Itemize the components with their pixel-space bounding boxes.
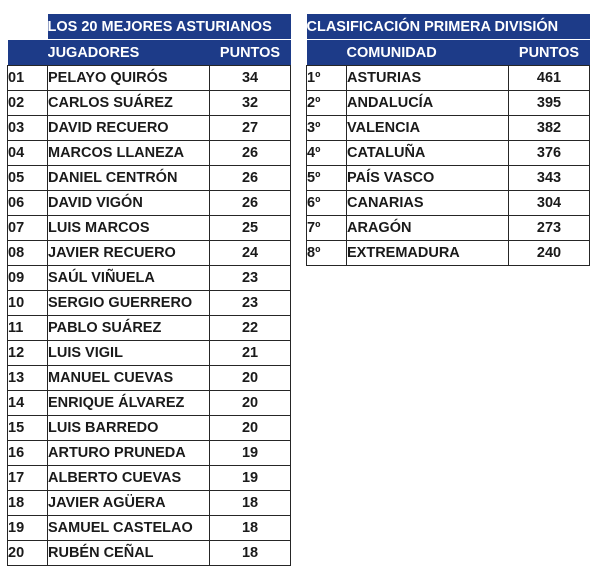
player-position-cell: 10 xyxy=(8,291,48,316)
player-row xyxy=(8,441,291,466)
region-points-cell: 376 xyxy=(509,141,590,166)
player-points-cell: 26 xyxy=(210,141,291,166)
player-points-cell: 19 xyxy=(210,441,291,466)
player-name-cell: LUIS MARCOS xyxy=(48,216,210,241)
player-name-cell: LUIS BARREDO xyxy=(48,416,210,441)
player-points-cell: 32 xyxy=(210,91,291,116)
region-position-cell: 3º xyxy=(307,116,347,141)
players-header-row xyxy=(8,40,291,66)
player-position-cell: 16 xyxy=(8,441,48,466)
player-name-cell: DAVID VIGÓN xyxy=(48,191,210,216)
player-name-cell: SERGIO GUERRERO xyxy=(48,291,210,316)
player-name-cell: DANIEL CENTRÓN xyxy=(48,166,210,191)
player-row xyxy=(8,266,291,291)
players-points-header: PUNTOS xyxy=(210,40,291,66)
player-position-cell: 19 xyxy=(8,516,48,541)
regions-title-row xyxy=(307,14,590,40)
player-name-cell: MANUEL CUEVAS xyxy=(48,366,210,391)
player-position-cell: 17 xyxy=(8,466,48,491)
player-position-cell: 14 xyxy=(8,391,48,416)
player-points-cell: 22 xyxy=(210,316,291,341)
region-row xyxy=(307,216,590,241)
player-row xyxy=(8,416,291,441)
player-points-cell: 20 xyxy=(210,416,291,441)
player-name-cell: LUIS VIGIL xyxy=(48,341,210,366)
region-name-cell: ASTURIAS xyxy=(347,66,509,91)
player-points-cell: 24 xyxy=(210,241,291,266)
player-row xyxy=(8,66,291,91)
region-row xyxy=(307,141,590,166)
player-position-cell: 03 xyxy=(8,116,48,141)
region-position-cell: 7º xyxy=(307,216,347,241)
players-ranking-table xyxy=(7,14,291,566)
region-position-cell: 2º xyxy=(307,91,347,116)
region-name-cell: VALENCIA xyxy=(347,116,509,141)
player-row xyxy=(8,116,291,141)
region-name-cell: EXTREMADURA xyxy=(347,241,509,266)
region-name-cell: PAÍS VASCO xyxy=(347,166,509,191)
region-row xyxy=(307,241,590,266)
player-row xyxy=(8,141,291,166)
player-name-cell: ALBERTO CUEVAS xyxy=(48,466,210,491)
player-name-cell: ARTURO PRUNEDA xyxy=(48,441,210,466)
region-name-cell: ANDALUCÍA xyxy=(347,91,509,116)
region-position-cell: 5º xyxy=(307,166,347,191)
region-position-cell: 8º xyxy=(307,241,347,266)
regions-points-header: PUNTOS xyxy=(509,40,590,66)
region-name-cell: ARAGÓN xyxy=(347,216,509,241)
region-row xyxy=(307,66,590,91)
player-name-cell: CARLOS SUÁREZ xyxy=(48,91,210,116)
players-table-title: LOS 20 MEJORES ASTURIANOS xyxy=(48,14,291,40)
player-position-cell: 04 xyxy=(8,141,48,166)
player-row xyxy=(8,491,291,516)
player-position-cell: 08 xyxy=(8,241,48,266)
player-position-cell: 18 xyxy=(8,491,48,516)
player-row xyxy=(8,391,291,416)
player-row xyxy=(8,191,291,216)
regions-header-row xyxy=(307,40,590,66)
player-position-cell: 20 xyxy=(8,541,48,566)
player-row xyxy=(8,366,291,391)
player-points-cell: 21 xyxy=(210,341,291,366)
region-points-cell: 304 xyxy=(509,191,590,216)
player-points-cell: 20 xyxy=(210,391,291,416)
player-name-cell: SAÚL VIÑUELA xyxy=(48,266,210,291)
player-name-cell: ENRIQUE ÁLVAREZ xyxy=(48,391,210,416)
players-pos-header xyxy=(8,40,48,66)
players-title-corner xyxy=(8,14,48,40)
player-position-cell: 09 xyxy=(8,266,48,291)
player-row xyxy=(8,91,291,116)
region-position-cell: 1º xyxy=(307,66,347,91)
player-name-cell: PELAYO QUIRÓS xyxy=(48,66,210,91)
player-row xyxy=(8,241,291,266)
player-name-cell: MARCOS LLANEZA xyxy=(48,141,210,166)
player-points-cell: 25 xyxy=(210,216,291,241)
player-name-cell: SAMUEL CASTELAO xyxy=(48,516,210,541)
player-position-cell: 02 xyxy=(8,91,48,116)
region-points-cell: 461 xyxy=(509,66,590,91)
player-row xyxy=(8,316,291,341)
player-points-cell: 18 xyxy=(210,516,291,541)
regions-ranking-table xyxy=(306,14,590,266)
player-name-cell: PABLO SUÁREZ xyxy=(48,316,210,341)
region-row xyxy=(307,91,590,116)
player-name-cell: DAVID RECUERO xyxy=(48,116,210,141)
region-name-cell: CATALUÑA xyxy=(347,141,509,166)
player-name-cell: JAVIER RECUERO xyxy=(48,241,210,266)
player-points-cell: 18 xyxy=(210,491,291,516)
players-name-header: JUGADORES xyxy=(48,40,210,66)
region-points-cell: 273 xyxy=(509,216,590,241)
regions-table-title: CLASIFICACIÓN PRIMERA DIVISIÓN xyxy=(307,14,590,40)
region-row xyxy=(307,116,590,141)
regions-pos-header xyxy=(307,40,347,66)
region-row xyxy=(307,191,590,216)
player-points-cell: 23 xyxy=(210,266,291,291)
player-name-cell: RUBÉN CEÑAL xyxy=(48,541,210,566)
player-points-cell: 34 xyxy=(210,66,291,91)
region-position-cell: 4º xyxy=(307,141,347,166)
player-points-cell: 23 xyxy=(210,291,291,316)
player-points-cell: 26 xyxy=(210,191,291,216)
player-points-cell: 27 xyxy=(210,116,291,141)
region-points-cell: 240 xyxy=(509,241,590,266)
regions-name-header: COMUNIDAD xyxy=(347,40,509,66)
player-row xyxy=(8,216,291,241)
player-row xyxy=(8,516,291,541)
player-row xyxy=(8,466,291,491)
player-position-cell: 06 xyxy=(8,191,48,216)
region-points-cell: 395 xyxy=(509,91,590,116)
region-name-cell: CANARIAS xyxy=(347,191,509,216)
player-row xyxy=(8,341,291,366)
players-title-row xyxy=(8,14,291,40)
player-points-cell: 20 xyxy=(210,366,291,391)
region-row xyxy=(307,166,590,191)
player-name-cell: JAVIER AGÜERA xyxy=(48,491,210,516)
player-position-cell: 05 xyxy=(8,166,48,191)
region-position-cell: 6º xyxy=(307,191,347,216)
player-position-cell: 13 xyxy=(8,366,48,391)
region-points-cell: 343 xyxy=(509,166,590,191)
player-position-cell: 12 xyxy=(8,341,48,366)
region-points-cell: 382 xyxy=(509,116,590,141)
player-row xyxy=(8,166,291,191)
player-position-cell: 11 xyxy=(8,316,48,341)
player-position-cell: 15 xyxy=(8,416,48,441)
player-points-cell: 18 xyxy=(210,541,291,566)
player-row xyxy=(8,541,291,566)
player-points-cell: 19 xyxy=(210,466,291,491)
player-points-cell: 26 xyxy=(210,166,291,191)
player-position-cell: 07 xyxy=(8,216,48,241)
player-row xyxy=(8,291,291,316)
player-position-cell: 01 xyxy=(8,66,48,91)
